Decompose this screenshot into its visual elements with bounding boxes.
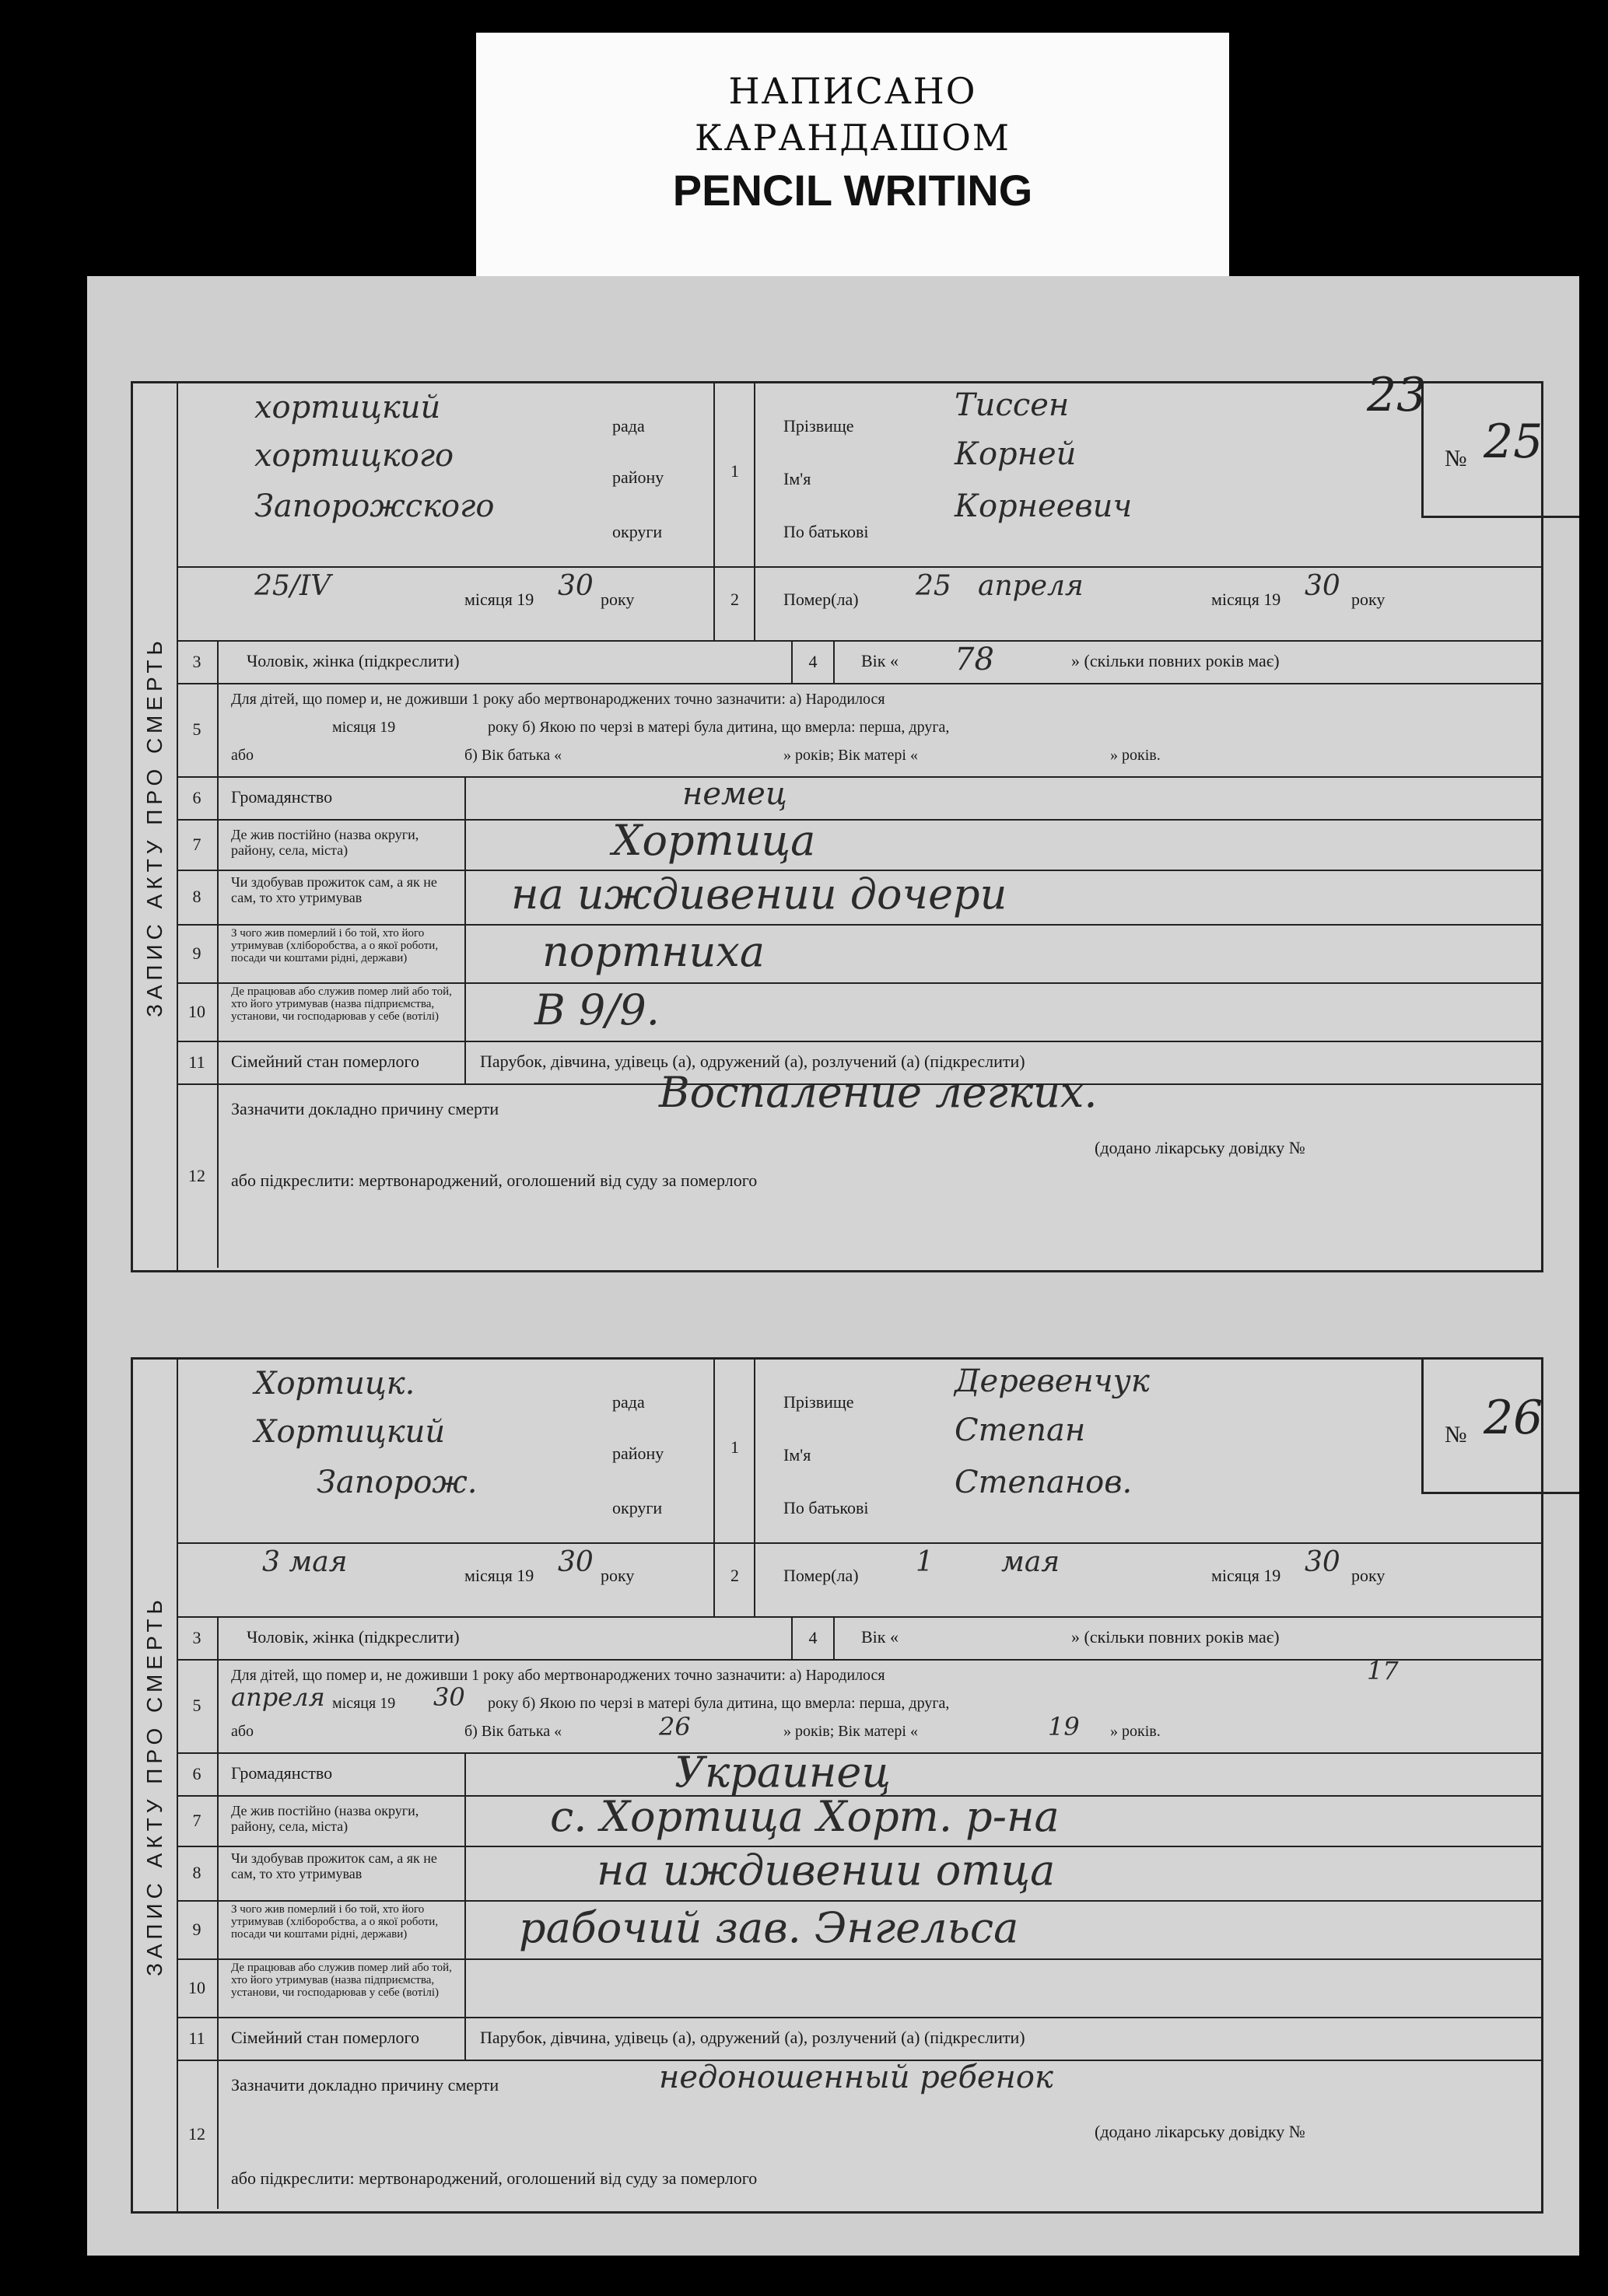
or-underline-note: або підкреслити: мертвонароджений, оголошений від суду за померлого <box>231 1171 758 1190</box>
children-note: » років; Вік матері « <box>783 1723 918 1740</box>
divider <box>464 1958 466 2017</box>
death-record-form-1 <box>131 368 1543 1272</box>
divider <box>177 566 1541 568</box>
doctor-note: (додано лікарську довідку № <box>1095 2122 1305 2141</box>
stamp-line-3: PENCIL WRITING <box>672 166 1033 215</box>
divider <box>713 1360 715 1616</box>
died-label: Помер(ла) <box>783 590 859 609</box>
stamp-line-2: КАРАНДАШОМ <box>695 117 1011 159</box>
okrug-label: округи <box>612 522 663 541</box>
okrug-value: Запорож. <box>317 1465 478 1500</box>
row-number: 10 <box>177 1958 219 2017</box>
surname-label: Прізвище <box>783 416 854 436</box>
died-day: 1 <box>916 1546 934 1578</box>
raion-label: району <box>612 467 664 487</box>
divider <box>464 1795 466 1846</box>
children-note: » років. <box>1110 1723 1161 1740</box>
divider <box>713 383 715 640</box>
surname-value: Деревенчук <box>955 1363 1150 1399</box>
marital-label: Сімейний стан померлого <box>231 2028 419 2047</box>
livelihood-value: на иждивении отца <box>597 1846 1056 1895</box>
marital-label: Сімейний стан померлого <box>231 1052 419 1071</box>
born-day: 17 <box>1367 1656 1399 1685</box>
number-sign: № <box>1445 446 1467 471</box>
row-number: 4 <box>793 640 835 683</box>
row-number: 5 <box>177 1659 219 1752</box>
row-number: 12 <box>177 1083 219 1268</box>
divider <box>464 1041 466 1083</box>
died-year: 30 <box>1305 570 1340 602</box>
death-record-form-2 <box>131 1357 1543 2214</box>
children-note: » років; Вік матері « <box>783 747 918 764</box>
age-suffix: » (скільки повних років має) <box>1071 1627 1280 1647</box>
born-month: апреля <box>231 1682 325 1712</box>
row-sex-age <box>177 1616 1541 1661</box>
row-livelihood <box>177 1846 1541 1902</box>
row-number: 4 <box>793 1616 835 1659</box>
doctor-note: (додано лікарську довідку № <box>1095 1138 1305 1157</box>
raion-value: хортицкого <box>254 438 454 474</box>
okrug-label: округи <box>612 1498 663 1517</box>
mother-age: 19 <box>1048 1712 1080 1741</box>
cause-label: Зазначити докладно причину смерти <box>231 1099 499 1118</box>
died-day: 25 <box>916 570 951 602</box>
row-number: 10 <box>177 982 219 1041</box>
age-value: 78 <box>955 642 994 677</box>
died-label: Помер(ла) <box>783 1566 859 1585</box>
row-number: 3 <box>177 1616 219 1659</box>
died-month: мая <box>1001 1546 1060 1578</box>
row-income-source <box>177 924 1541 984</box>
income-source-label: З чого жив померлий і бо той, хто його утримував (хліборобства, а о якої роботи, посади чи коштами рідні, держави) <box>231 1903 439 1941</box>
divider <box>464 2017 466 2060</box>
year-suffix: року <box>601 1566 635 1585</box>
divider <box>464 1846 466 1900</box>
row-number: 5 <box>177 683 219 776</box>
patronymic-label: По батькові <box>783 522 869 541</box>
reg-number-corrected: 23 <box>1367 368 1427 422</box>
employment-label: Де працював або служив помер лий або той, хто його утримував (назва підприємства, установи, чи господарював у себе (вотілі) <box>231 985 452 1023</box>
residence-label: Де жив постійно (назва округи, району, села, міста) <box>231 827 419 858</box>
children-note: або <box>231 1723 254 1740</box>
row-number: 2 <box>730 590 739 609</box>
rada-value: Хортицк. <box>254 1366 415 1402</box>
row-number: 3 <box>177 640 219 683</box>
record-year: 30 <box>558 1546 594 1578</box>
rada-label: рада <box>612 1392 645 1412</box>
divider <box>464 982 466 1041</box>
died-year: 30 <box>1305 1546 1340 1578</box>
row-children <box>177 1656 1541 1754</box>
divider <box>464 776 466 819</box>
residence-value: с. Хортица Хорт. р-на <box>550 1792 1060 1841</box>
patronymic-label: По батькові <box>783 1498 869 1517</box>
divider <box>464 819 466 870</box>
income-source-label: З чого жив померлий і бо той, хто його утримував (хліборобства, а о якої роботи, посади чи коштами рідні, держави) <box>231 927 439 964</box>
marital-options: Парубок, дівчина, удівець (а), одружений (а), розлучений (а) (підкреслити) <box>480 1052 1025 1071</box>
citizenship-label: Громадянство <box>231 787 333 807</box>
row-children <box>177 683 1541 778</box>
citizenship-value: Украинец <box>674 1748 892 1797</box>
children-note: Для дітей, що помер и, не доживши 1 року або мертвонароджених точно зазначити: а) Народилося <box>231 1667 885 1684</box>
cause-label: Зазначити докладно причину смерти <box>231 2075 499 2095</box>
divider <box>464 870 466 924</box>
sex-label: Чоловік, жінка (підкреслити) <box>247 651 460 670</box>
divider <box>754 1360 755 1616</box>
row-number: 8 <box>177 870 219 924</box>
children-note: б) Вік батька « <box>464 747 562 764</box>
divider <box>464 1900 466 1958</box>
row-cause <box>177 2060 1541 2209</box>
row-number: 2 <box>730 1566 739 1585</box>
row-number: 1 <box>730 461 739 481</box>
age-label: Вік « <box>861 651 899 670</box>
row-livelihood <box>177 870 1541 926</box>
row-number: 7 <box>177 819 219 870</box>
row-number: 6 <box>177 1752 219 1795</box>
reg-number: 26 <box>1484 1391 1543 1445</box>
sex-label: Чоловік, жінка (підкреслити) <box>247 1627 460 1647</box>
employment-label: Де працював або служив помер лий або той, хто його утримував (назва підприємства, установи, чи господарював у себе (вотілі) <box>231 1962 452 1999</box>
year-suffix: року <box>1351 590 1386 609</box>
divider <box>464 924 466 982</box>
employment-value: В 9/9. <box>534 985 660 1034</box>
children-note: Для дітей, що помер и, не доживши 1 року або мертвонароджених точно зазначити: а) Народилося <box>231 691 885 708</box>
livelihood-label: Чи здобував прожиток сам, а як не сам, то хто утримував <box>231 1850 437 1881</box>
form-side-title: ЗАПИС АКТУ ПРО СМЕРТЬ <box>133 383 178 1270</box>
month-year-label: місяця 19 <box>464 1566 534 1585</box>
form-header <box>177 1360 1541 1618</box>
reg-number: 25 <box>1484 415 1543 469</box>
divider <box>754 383 755 640</box>
row-number: 12 <box>177 2060 219 2209</box>
raion-value: Хортицкий <box>254 1414 446 1450</box>
children-note: року б) Якою по черзі в матері була дитина, що вмерла: перша, друга, <box>488 719 950 736</box>
children-note: або <box>231 747 254 764</box>
rada-value: хортицкий <box>254 390 441 425</box>
marital-options: Парубок, дівчина, удівець (а), одружений (а), розлучений (а) (підкреслити) <box>480 2028 1025 2047</box>
citizenship-value: немец <box>682 776 787 812</box>
cause-value: Воспаление легких. <box>659 1068 1098 1117</box>
age-label: Вік « <box>861 1627 899 1647</box>
number-sign: № <box>1445 1422 1467 1447</box>
row-marital <box>177 2017 1541 2061</box>
row-cause <box>177 1068 1541 1268</box>
row-sex-age <box>177 640 1541 684</box>
income-source-value: портниха <box>542 927 765 976</box>
row-number: 11 <box>177 2017 219 2060</box>
row-number: 1 <box>730 1437 739 1457</box>
month-year-label: місяця 19 <box>464 590 534 609</box>
stamp-line-1: НАПИСАНО <box>728 70 977 112</box>
divider <box>464 1752 466 1795</box>
name-value: Степан <box>955 1412 1086 1448</box>
children-note: » років. <box>1110 747 1161 764</box>
row-citizenship <box>177 1748 1541 1797</box>
name-label: Ім'я <box>783 469 811 488</box>
row-residence <box>177 816 1541 871</box>
row-number: 9 <box>177 924 219 982</box>
record-date: 25/IV <box>254 570 331 602</box>
children-note: місяця 19 <box>332 1695 396 1712</box>
row-number: 8 <box>177 1846 219 1900</box>
children-note: року б) Якою по черзі в матері була дитина, що вмерла: перша, друга, <box>488 1695 950 1712</box>
row-number: 6 <box>177 776 219 819</box>
children-note: б) Вік батька « <box>464 1723 562 1740</box>
divider <box>177 1542 1541 1544</box>
surname-value: Тиссен <box>955 387 1070 423</box>
or-underline-note: або підкреслити: мертвонароджений, оголошений від суду за померлого <box>231 2168 758 2188</box>
okrug-value: Запорожского <box>254 488 495 524</box>
row-citizenship <box>177 776 1541 821</box>
row-number: 7 <box>177 1795 219 1846</box>
row-number: 11 <box>177 1041 219 1083</box>
livelihood-label: Чи здобував прожиток сам, а як не сам, то хто утримував <box>231 874 437 905</box>
year-suffix: року <box>601 590 635 609</box>
form-side-title: ЗАПИС АКТУ ПРО СМЕРТЬ <box>133 1360 178 2211</box>
month-year-label: місяця 19 <box>1211 1566 1281 1585</box>
children-note: місяця 19 <box>332 719 396 736</box>
year-suffix: року <box>1351 1566 1386 1585</box>
name-value: Корней <box>955 436 1077 472</box>
citizenship-label: Громадянство <box>231 1763 333 1783</box>
patronymic-value: Степанов. <box>955 1465 1133 1500</box>
raion-label: району <box>612 1444 664 1463</box>
born-year: 30 <box>433 1682 465 1712</box>
form-header <box>177 368 1543 642</box>
row-employment <box>177 982 1541 1042</box>
pencil-writing-stamp <box>476 33 1229 280</box>
record-year: 30 <box>558 570 594 602</box>
livelihood-value: на иждивении дочери <box>511 870 1007 919</box>
rada-label: рада <box>612 416 645 436</box>
patronymic-value: Корнеевич <box>955 488 1133 524</box>
month-year-label: місяця 19 <box>1211 590 1281 609</box>
residence-value: Хортица <box>612 816 816 865</box>
cause-value: недоношенный ребенок <box>659 2060 1053 2095</box>
age-suffix: » (скільки повних років має) <box>1071 651 1280 670</box>
record-date: 3 мая <box>262 1546 348 1578</box>
row-income-source <box>177 1900 1541 1960</box>
residence-label: Де жив постійно (назва округи, району, села, міста) <box>231 1803 419 1834</box>
name-label: Ім'я <box>783 1445 811 1465</box>
surname-label: Прізвище <box>783 1392 854 1412</box>
income-source-value: рабочий зав. Энгельса <box>519 1903 1019 1952</box>
died-month: апреля <box>978 570 1084 602</box>
row-number: 9 <box>177 1900 219 1958</box>
father-age: 26 <box>659 1712 691 1741</box>
row-employment <box>177 1958 1541 2018</box>
row-residence <box>177 1792 1541 1847</box>
